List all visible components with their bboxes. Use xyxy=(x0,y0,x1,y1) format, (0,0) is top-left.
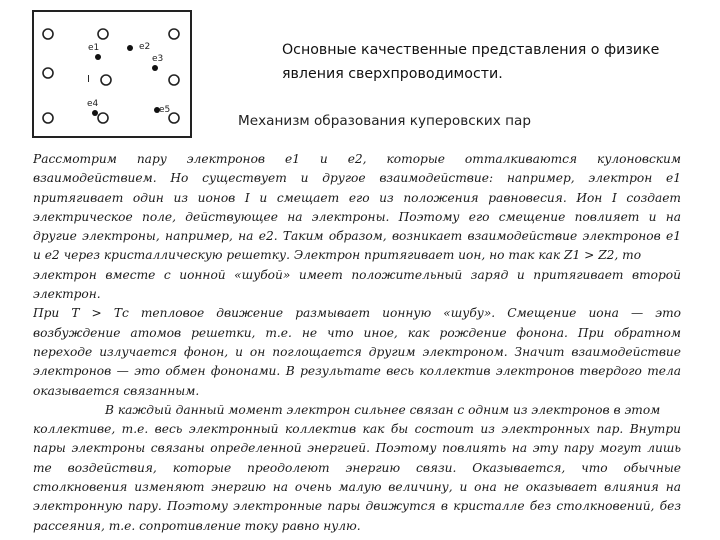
header-line-2: явления сверхпроводимости. xyxy=(282,66,503,82)
section-title: Механизм образования куперовских пар xyxy=(238,113,531,129)
body-line: взаимодействием. Но существует и другое взаимодействие: например, электрон е1 xyxy=(33,171,681,186)
header-line-1: Основные качественные представления о физике xyxy=(282,42,660,58)
label-e5: e5 xyxy=(159,105,171,115)
body-line: столкновения изменяют энергию на очень малую величину, и она не оказывает влияния на xyxy=(33,480,681,495)
ion-circle xyxy=(43,113,53,123)
body-line: возбуждение атомов решетки, т.е. не что иное, как рождение фонона. При обратном xyxy=(33,325,681,340)
ion-circle xyxy=(169,29,179,39)
label-ion: I xyxy=(87,74,90,85)
label-e3: e3 xyxy=(152,54,164,64)
electron-dot xyxy=(152,65,158,71)
ion-circle xyxy=(101,75,111,85)
label-e4: e4 xyxy=(87,99,99,109)
ion-circle xyxy=(98,113,108,123)
electron-dot xyxy=(95,54,101,60)
body-line: электрон. xyxy=(33,287,101,302)
body-line: другие электроны, например, на е2. Таким образом, возникает взаимодействие электронов е1 xyxy=(33,229,681,244)
body-text xyxy=(33,150,681,536)
label-e1: e1 xyxy=(88,43,100,53)
body-line: оказывается связанным. xyxy=(33,383,200,398)
body-line: те воздействия, которые преодолеют энергию связи. Оказывается, что обычные xyxy=(33,460,681,475)
ion-circle xyxy=(43,68,53,78)
electron-dot xyxy=(127,45,133,51)
label-e2: e2 xyxy=(139,42,151,52)
body-line: притягивает один из ионов I и смещает его из положения равновесия. Ион I создает xyxy=(33,190,681,205)
body-line: коллективе, т.е. весь электронный коллектив как бы состоит из электронных пар. Внутри xyxy=(33,422,681,437)
ion-circle xyxy=(169,75,179,85)
body-line: электронную пару. Поэтому электронные пары движутся в кристалле без столкновений, без xyxy=(33,499,681,514)
slide-header xyxy=(282,38,702,86)
body-line: При Т > Тс тепловое движение размывает ионную «шубу». Смещение иона — это xyxy=(33,306,681,321)
body-line: электрон вместе с ионной «шубой» имеет положительный заряд и притягивает второй xyxy=(33,267,681,282)
ion-circle xyxy=(43,29,53,39)
diagram-frame xyxy=(33,11,191,137)
body-line: рассеяния, т.е. сопротивление току равно нулю. xyxy=(33,518,361,533)
body-line: электронов — это обмен фононами. В результате весь коллектив электронов твердого тела xyxy=(33,364,681,379)
body-line: переходе излучается фонон, и он поглощается другим электроном. Значит взаимодействие xyxy=(33,344,681,359)
body-line: Рассмотрим пару электронов е1 и е2, которые отталкиваются кулоновским xyxy=(33,152,681,166)
ion-circle xyxy=(169,113,179,123)
body-line: и е2 через кристаллическую решетку. Электрон притягивает ион, но так как Z1 > Z2, то xyxy=(33,248,642,263)
body-line: пары электроны связаны определенной энергией. Поэтому повлиять на эту пару могут лишь xyxy=(33,441,681,456)
electron-dot xyxy=(92,110,98,116)
crystal-lattice-diagram xyxy=(32,10,192,138)
body-line: В каждый данный момент электрон сильнее связан с одним из электронов в этом xyxy=(105,402,661,417)
body-line: электрическое поле, действующее на электроны. Поэтому его смещение повлияет и на xyxy=(33,209,681,224)
ion-circle xyxy=(98,29,108,39)
